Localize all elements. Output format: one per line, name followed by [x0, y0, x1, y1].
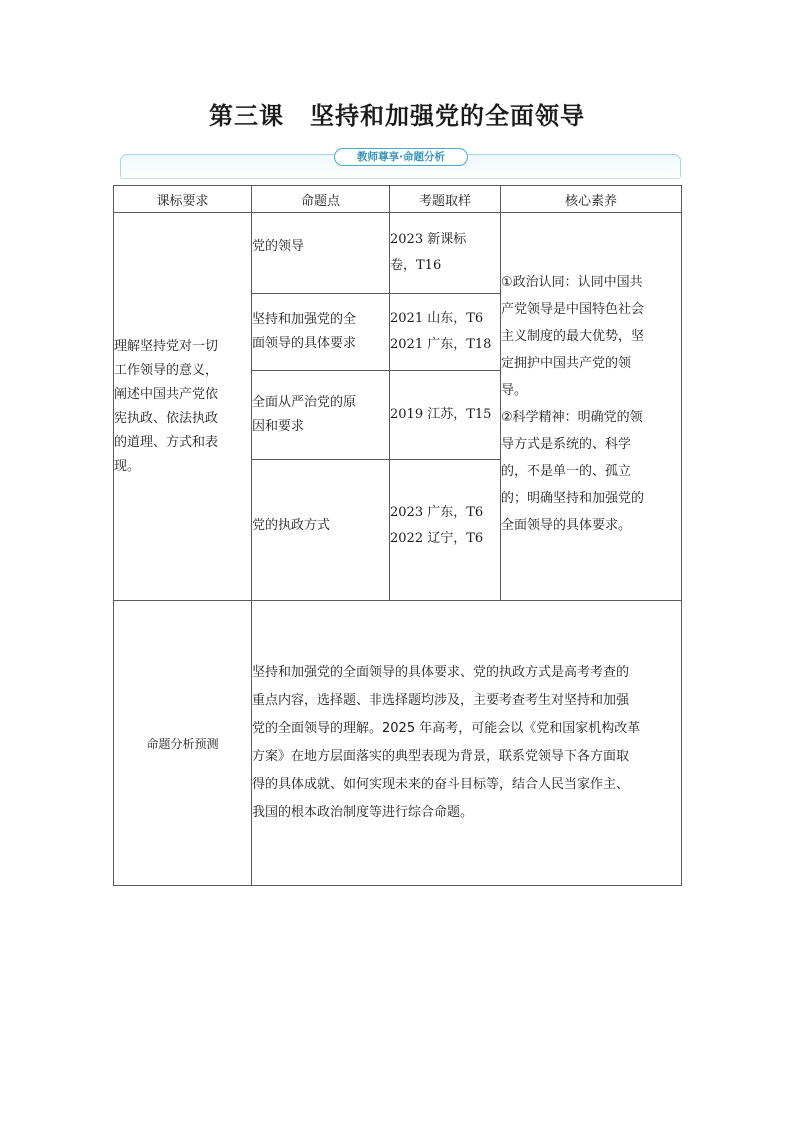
requirement-line: 的道理、方式和表 — [114, 434, 219, 450]
point-line: 党的执政方式 — [252, 517, 331, 533]
banner-divider — [120, 178, 680, 179]
core-line: 主义制度的最大优势，坚 — [501, 329, 645, 344]
lesson-name: 坚持和加强党的全面领导 — [310, 101, 585, 130]
prediction-row — [114, 601, 682, 886]
core-line: ②科学精神：明确党的领 — [501, 410, 643, 425]
sample-line: 2019 江苏，T15 — [390, 407, 492, 423]
sample-line: 2023 广东，T6 — [390, 504, 484, 520]
prediction-line: 方案》在地方层面落实的典型表现为背景，联系党领导下各方面取 — [252, 749, 630, 764]
header-requirement: 课标要求 — [114, 186, 252, 213]
prediction-line: 坚持和加强党的全面领导的具体要求、党的执政方式是高考考查的 — [252, 665, 630, 680]
header-sample: 考题取样 — [390, 186, 501, 213]
point-cell — [252, 459, 390, 600]
prediction-line: 党的全面领导的理解。2025 年高考，可能会以《党和国家机构改革 — [252, 721, 641, 736]
header-row — [114, 186, 682, 213]
point-line: 党的领导 — [252, 239, 305, 254]
sample-cell — [390, 371, 501, 460]
lesson-number: 第三课 — [209, 101, 284, 130]
point-line: 面领导的具体要求 — [252, 335, 357, 351]
header-point: 命题点 — [252, 186, 390, 213]
prediction-line: 重点内容，选择题、非选择题均涉及，主要考查考生对坚持和加强 — [252, 693, 630, 708]
point-line: 因和要求 — [252, 419, 305, 435]
requirement-line: 理解坚持党对一切 — [114, 338, 219, 354]
requirement-cell — [114, 213, 252, 601]
point-cell — [252, 293, 390, 371]
page-title — [0, 96, 794, 131]
core-line: 全面领导的具体要求。 — [501, 518, 632, 533]
point-cell — [252, 213, 390, 294]
prediction-label: 命题分析预测 — [114, 601, 252, 886]
analysis-table — [113, 185, 682, 886]
core-line: 的；明确坚持和加强党的 — [501, 491, 645, 506]
sample-cell — [390, 213, 501, 294]
sample-cell — [390, 459, 501, 600]
core-line: ①政治认同：认同中国共 — [501, 275, 643, 290]
point-line: 全面从严治党的原 — [252, 395, 357, 411]
sample-line: 2023 新课标 — [390, 231, 467, 247]
prediction-text — [252, 601, 682, 886]
core-line: 导方式是系统的、科学 — [501, 437, 632, 452]
sample-line: 2021 广东，T18 — [390, 336, 492, 352]
prediction-line: 得的具体成就、如何实现未来的奋斗目标等，结合人民当家作主、 — [252, 777, 630, 792]
sample-line: 卷，T16 — [390, 257, 442, 273]
point-line: 坚持和加强党的全 — [252, 311, 357, 327]
point-cell — [252, 371, 390, 460]
core-cell — [501, 213, 682, 601]
sample-cell — [390, 293, 501, 371]
sample-line: 2022 辽宁，T6 — [390, 530, 484, 546]
sample-line: 2021 山东，T6 — [390, 310, 484, 326]
requirement-line: 宪执政、依法执政 — [114, 410, 219, 426]
requirement-line: 现。 — [114, 458, 141, 474]
core-line: 的，不是单一的、孤立 — [501, 464, 632, 479]
teacher-badge: 教师尊享·命题分析 — [334, 148, 468, 166]
requirement-line: 工作领导的意义， — [114, 362, 219, 378]
core-line: 产党领导是中国特色社会 — [501, 302, 645, 317]
core-line: 定拥护中国共产党的领 — [501, 356, 632, 371]
core-line: 导。 — [501, 383, 528, 398]
requirement-line: 阐述中国共产党依 — [114, 386, 219, 402]
table-row — [114, 213, 682, 294]
prediction-line: 我国的根本政治制度等进行综合命题。 — [252, 805, 474, 820]
header-core: 核心素养 — [501, 186, 682, 213]
